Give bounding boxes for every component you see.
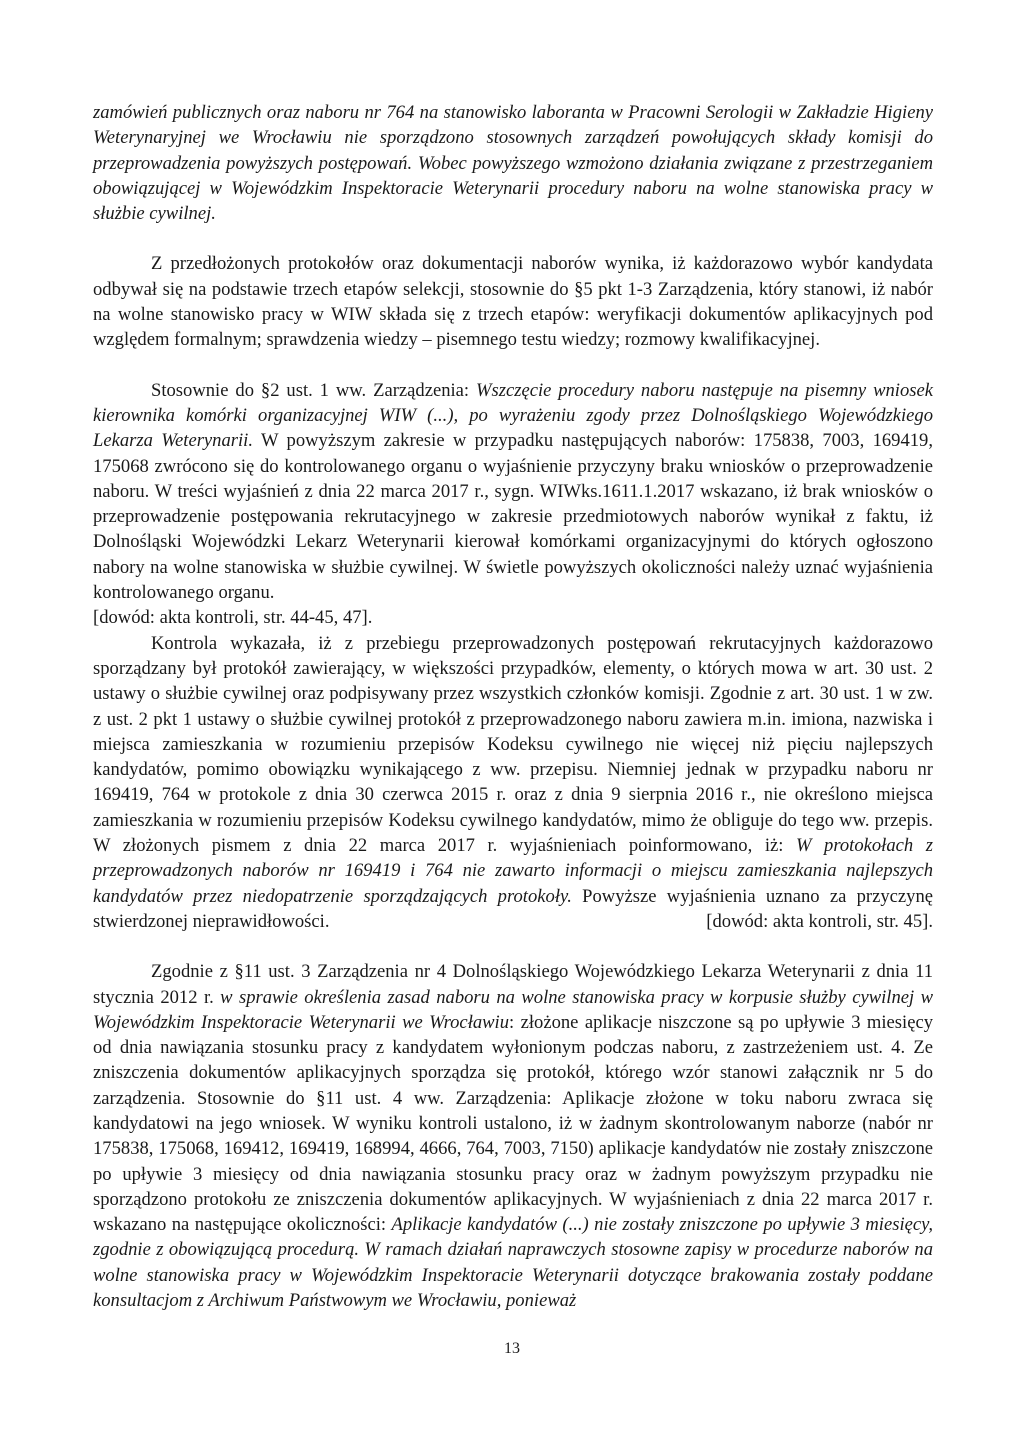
paragraph-5-body: : złożone aplikacje niszczone są po upływie 3 miesięcy od dnia nawiązania stosunku pracy z kandydatem wyłonionym podczas naboru, z zastrzeżeniem ust. 4. Ze zniszczenia dokumentów aplikacyjnych sporządza się protokół, którego wzór stanowi załącznik nr 5 do zarządzenia. Stosownie do §11 ust. 4 ww. Zarządzenia: Aplikacje złożone w toku naboru zwraca się kandydatowi na jego wniosek. W wyniku kontroli ustalono, iż w żadnym skontrolowanym naborze (nabór nr 175838, 175068, 169412, 169419, 168994, 4666, 764, 7003, 7150) aplikacje kandydatów nie zostały zniszczone po upływie 3 miesięcy od dnia nawiązania stosunku pracy oraz w żadnym powyższym przypadku nie sporządzono protokołu ze zniszczenia dokumentów aplikacyjnych. W wyjaśnieniach z dnia 22 marca 2017 r. wskazano na następujące okoliczności: [93,1011,933,1236]
page-number: 13 [504,1340,520,1357]
paragraph-5-intro: Zgodnie z §11 ust. 3 Zarządzenia nr 4 Dolnośląskiego Wojewódzkiego Lekarza Weterynarii z dnia 11 stycznia 2012 r. [93,961,933,1008]
paragraph-5-quote: Aplikacje kandydatów (...) nie zostały zniszczone po upływie 3 miesięcy, zgodnie z obowiązującą procedurą. W ramach działań naprawczych stosowne zapisy w procedurze naborów na wolne stanowiska pracy w Wojewódzkim Inspektoracie Weterynarii dotyczące brakowania zostały poddane konsultacjom z Archiwum Państwowym we Wrocławiu, ponieważ [93,1214,933,1312]
paragraph-4-conclusion: Powyższe wyjaśnienia uznano za przyczynę stwierdzonej nieprawidłowości. [93,885,934,932]
paragraph-3-evidence-line [93,605,933,630]
paragraph-3-body: W powyższym zakresie w przypadku następujących naborów: 175838, 7003, 169419, 175068 zwrócono się do kontrolowanego organu o wyjaśnienie przyczyny braku wniosków o przeprowadzenie naboru. W treści wyjaśnień z dnia 22 marca 2017 r., sygn. WIWks.1611.1.2017 wskazano, iż brak wniosków o przeprowadzenie postępowania rekrutacyjnego w zakresie przedmiotowych naborów wynikał z faktu, iż Dolnośląski Wojewódzki Lekarz Weterynarii kierował komórkami organizacyjnymi do których ogłoszono nabory na wolne stanowiska w służbie cywilnej. W świetle powyższych okoliczności należy uznać wyjaśnienia kontrolowanego organu. [93,430,934,604]
paragraph-1 [93,100,933,226]
paragraph-5 [93,959,933,1313]
paragraph-4-evidence: [dowód: akta kontroli, str. 45]. [706,910,933,932]
paragraph-3-evidence: [dowód: akta kontroli, str. 44-45, 47]. [93,607,373,629]
paragraph-1-text: zamówień publicznych oraz naboru nr 764 na stanowisko laboranta w Pracowni Serologii w Zakładzie Higieny Weterynaryjnej we Wrocławiu nie sporządzono stosownych zarządzeń powołujących składy komisji do przeprowadzenia powyższych postępowań. Wobec powyższego wzmożono działania związane z przestrzeganiem obowiązującej w Wojewódzkim Inspektoracie Weterynarii procedury naboru na wolne stanowiska pracy w służbie cywilnej. [93,102,933,225]
document-body [93,100,933,1313]
paragraph-3 [93,378,933,606]
paragraph-2-text: Z przedłożonych protokołów oraz dokumentacji naborów wynika, iż każdorazowo wybór kandydata odbywał się na podstawie trzech etapów selekcji, stosownie do §5 pkt 1-3 Zarządzenia, który stanowi, iż nabór na wolne stanowisko pracy w WIW składa się z trzech etapów: weryfikacji dokumentów aplikacyjnych pod względem formalnym; sprawdzenia wiedzy – pisemnego testu wiedzy; rozmowy kwalifikacyjnej. [93,253,933,351]
paragraph-4-quote: W protokołach z przeprowadzonych naborów nr 169419 i 764 nie zawarto informacji o miejscu zamieszkania najlepszych kandydatów przez niedopatrzenie sporządzających protokoły. [93,835,933,907]
paragraph-3-intro: Stosownie do §2 ust. 1 ww. Zarządzenia: [151,379,476,401]
paragraph-3-quote: Wszczęcie procedury naboru następuje na pisemny wniosek kierownika komórki organizacyjnej WIW (...), po wyrażeniu zgody przez Dolnośląskiego Wojewódzkiego Lekarza Weterynarii. [93,379,933,452]
paragraph-4 [93,631,933,935]
paragraph-5-title: w sprawie określenia zasad naboru na wolne stanowiska pracy w korpusie służby cywilnej w Wojewódzkim Inspektoracie Weterynarii we Wrocławiu [93,986,933,1033]
paragraph-2 [93,251,933,352]
paragraph-4-body: Kontrola wykazała, iż z przebiegu przeprowadzonych postępowań rekrutacyjnych każdorazowo sporządzany był protokół zawierający, w większości przypadków, elementy, o których mowa w art. 30 ust. 2 ustawy o służbie cywilnej oraz podpisywany przez wszystkich członków komisji. Zgodnie z art. 30 ust. 1 w zw. z ust. 2 pkt 1 ustawy o służbie cywilnej protokół z przeprowadzonego naboru zawiera m.in. imiona, nazwiska i miejsca zamieszkania w rozumieniu przepisów Kodeksu cywilnego nie więcej niż pięciu najlepszych kandydatów, pomimo obowiązku wynikającego z ww. przepisu. Niemniej jednak w przypadku naboru nr 169419, 764 w protokole z dnia 30 czerwca 2015 r. oraz z dnia 9 sierpnia 2016 r., nie określono miejsca zamieszkania w rozumieniu przepisów Kodeksu cywilnego kandydatów, mimo że obliguje do tego ww. przepis. W złożonych pismem z dnia 22 marca 2017 r. wyjaśnieniach poinformowano, iż: [93,632,933,857]
